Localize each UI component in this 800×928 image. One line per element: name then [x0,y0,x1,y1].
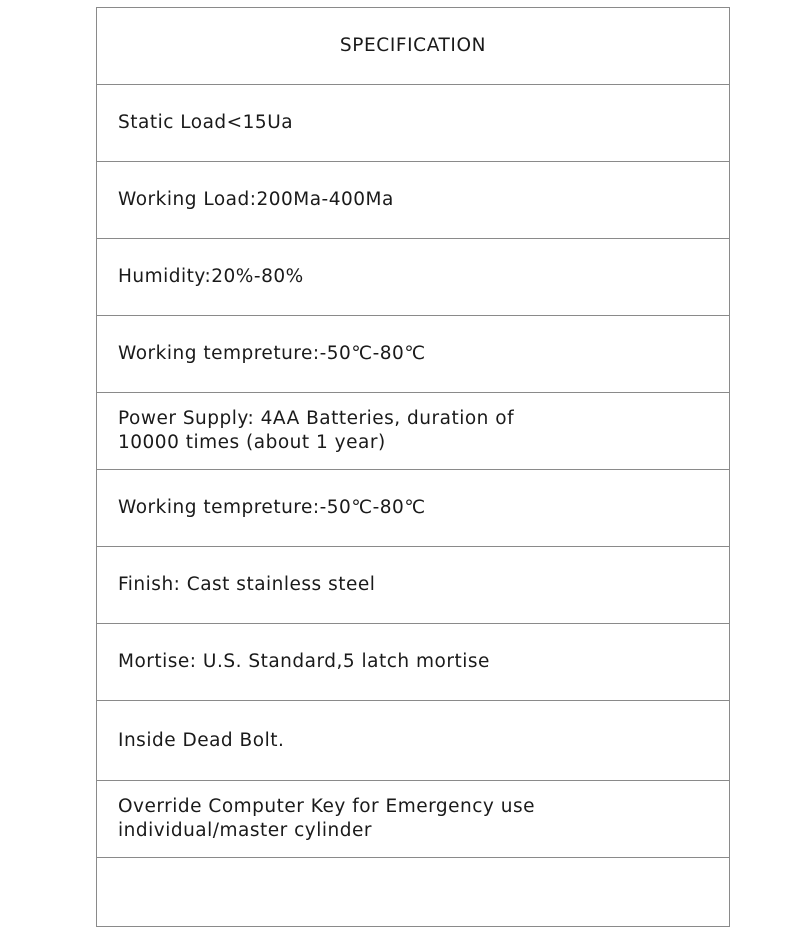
table-row [97,85,729,162]
spec-power-supply: Power Supply: 4AA Batteries, duration of 10000 times (about 1 year) [118,408,515,453]
table-row [97,547,729,624]
table-row [97,624,729,701]
spec-working-load: Working Load:200Ma-400Ma [118,189,394,210]
table-row [97,393,729,470]
spec-override-key: Override Computer Key for Emergency use individual/master cylinder [118,796,535,841]
spec-static-load: Static Load<15Ua [118,112,294,133]
table-row [97,239,729,316]
table-title: SPECIFICATION [339,35,487,56]
specification-table [96,7,730,927]
spec-mortise: Mortise: U.S. Standard,5 latch mortise [118,651,490,672]
table-header-row [97,8,729,85]
table-row [97,162,729,239]
spec-working-temperature: Working tempreture:-50℃-80℃ [118,343,426,364]
spec-dead-bolt: Inside Dead Bolt. [118,729,285,751]
table-row-empty [97,858,729,928]
spec-humidity: Humidity:20%-80% [118,266,304,287]
table-row [97,701,729,781]
spec-working-temperature-2: Working tempreture:-50℃-80℃ [118,497,426,518]
spec-finish: Finish: Cast stainless steel [118,574,376,595]
table-row [97,316,729,393]
table-row [97,781,729,858]
table-row [97,470,729,547]
